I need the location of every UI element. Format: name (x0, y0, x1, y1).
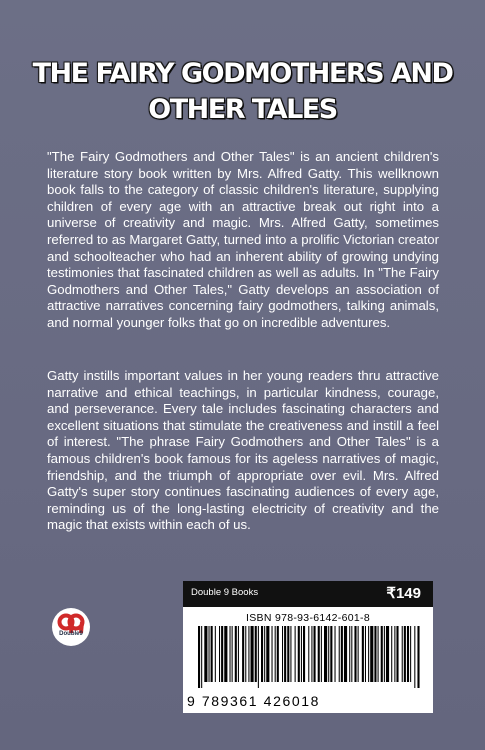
price: ₹149 (386, 585, 421, 602)
publisher-logo (52, 608, 90, 646)
book-title (0, 56, 485, 128)
double-9-logo-icon (52, 608, 90, 646)
blurb-paragraph-1: "The Fairy Godmothers and Other Tales" is an ancient children's literature story book written by Mrs. Alfred Gatty. This wellknown book falls to the category of classic children's literature, supplying children of every age with an attractive break out right into a universe of creativity and magic. Mrs. Alfred Gatty, sometimes referred to as Margaret Gatty, turned into a prolific Victorian creator and schoolteacher who had an inherent ability of growing undying testimonies that fascinated children as well as adults. In "The Fairy Godmothers and Other Tales," Gatty develops an association of attractive narratives concerning fairy godmothers, talking animals, and normal younger folks that go on incredible adventures. (47, 149, 439, 330)
title-line-1: THE FAIRY GODMOTHERS AND (32, 58, 453, 89)
publisher-name: Double 9 Books (191, 587, 259, 598)
isbn-label: ISBN 978-93-6142-601-8 (246, 612, 370, 624)
blurb-paragraph-2: Gatty instills important values in her young readers thru attractive narrative and ethical teachings, in particular kindness, courage, and perseverance. Every tale includes fascinating characters and excellent situations that stimulate the creativeness and instill a feel of interest. "The phrase Fairy Godmothers and Other Tales" is a famous children's book famous for its ageless narratives of magic, friendship, and the triumph of appropriate over evil. Mrs. Alfred Gatty's super story continues fascinating audiences of every age, reminding us of the long-lasting electricity of creativity and the magic that exists within each of us. (47, 368, 439, 533)
title-line-2: OTHER TALES (148, 94, 337, 125)
barcode-icon (198, 626, 420, 688)
barcode-panel (183, 607, 433, 713)
isbn-digits: 9 789361 426018 (187, 693, 320, 709)
logo-text: Double9 (59, 631, 83, 637)
price-strip (183, 581, 433, 607)
